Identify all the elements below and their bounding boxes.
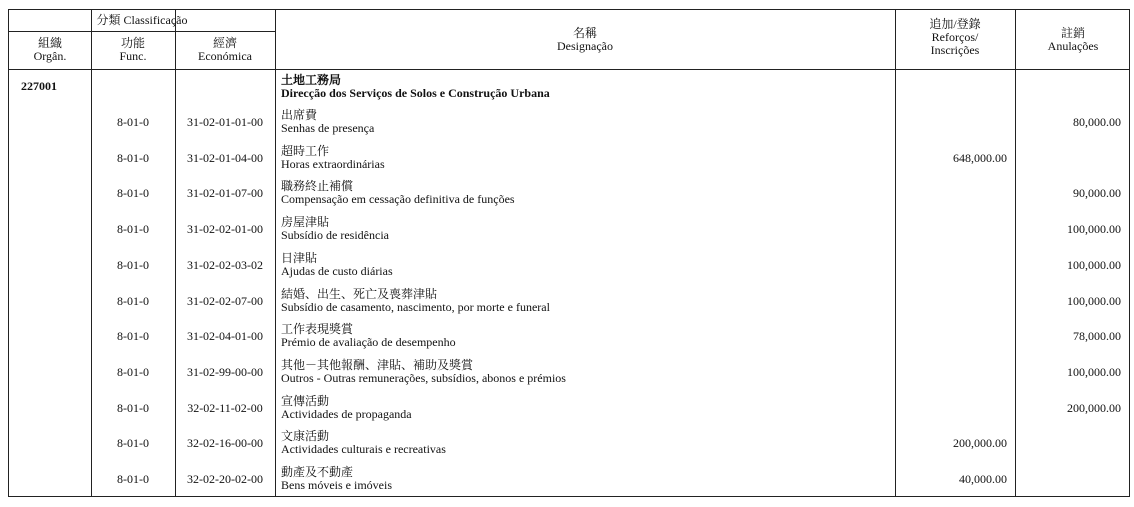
- column-divider: [275, 10, 276, 496]
- reforco-amount: 200,000.00: [953, 436, 1007, 451]
- designation-zh: 動產及不動產: [281, 465, 354, 479]
- designation: [281, 359, 566, 385]
- designation-pt: Subsídio de casamento, nascimento, por morte e funeral: [281, 299, 550, 314]
- organ-header: [9, 37, 91, 63]
- reforcos-header-pt1: Reforços/: [931, 30, 979, 44]
- header-divider: [9, 69, 1129, 70]
- designation-zh: 超時工作: [281, 143, 330, 158]
- anulacao-amount: 200,000.00: [1067, 400, 1121, 415]
- entity-designation: [281, 74, 550, 100]
- func-code: 8-01-0: [117, 436, 149, 451]
- econ-header-pt: Económica: [198, 49, 252, 63]
- func-code: 8-01-0: [117, 400, 149, 415]
- designation-header-pt: Designação: [557, 39, 613, 53]
- func-header-pt: Func.: [119, 49, 147, 63]
- designation-header: [275, 27, 895, 53]
- designation: [281, 430, 446, 456]
- econ-code: 31-02-02-07-00: [187, 293, 263, 308]
- reforcos-header-pt2: Inscrições: [930, 43, 980, 57]
- econ-code: 31-02-01-04-00: [187, 150, 263, 165]
- designation-zh: 其他－其他報酬、津貼、補助及獎賞: [281, 357, 474, 372]
- designation-zh: 文康活動: [281, 429, 330, 444]
- func-code: 8-01-0: [117, 472, 149, 486]
- func-header-zh: 功能: [120, 36, 145, 50]
- designation-pt: Actividades culturais e recreativas: [281, 442, 446, 457]
- classification-header: 分類 Classificação: [96, 13, 188, 27]
- anulacao-amount: 100,000.00: [1067, 293, 1121, 308]
- reforcos-header-zh: 追加/登錄: [929, 17, 981, 31]
- anulacao-amount: 100,000.00: [1067, 364, 1121, 379]
- econ-code: 32-02-16-00-00: [187, 436, 263, 451]
- organ-header-zh: 組織: [37, 36, 62, 50]
- designation-zh: 宣傳活動: [281, 393, 330, 408]
- entity-name-zh: 土地工務局: [281, 73, 342, 87]
- designation: [281, 395, 412, 421]
- designation-zh: 職務終止補償: [281, 179, 354, 194]
- econ-code: 31-02-01-01-00: [187, 115, 263, 129]
- anulacoes-header: [1015, 27, 1131, 53]
- anulacao-amount: 100,000.00: [1067, 257, 1121, 272]
- func-code: 8-01-0: [117, 150, 149, 165]
- designation-pt: Prémio de avaliação de desempenho: [281, 335, 456, 350]
- func-code: 8-01-0: [117, 186, 149, 201]
- func-code: 8-01-0: [117, 293, 149, 308]
- designation: [281, 466, 392, 492]
- organ-header-pt: Orgân.: [33, 49, 67, 63]
- designation: [281, 109, 374, 135]
- designation-pt: Compensação em cessação definitiva de funções: [281, 192, 515, 207]
- column-divider: [91, 10, 92, 496]
- anulacao-amount: 100,000.00: [1067, 222, 1121, 237]
- econ-header: [175, 37, 275, 63]
- organ-code: 227001: [21, 79, 57, 93]
- econ-code: 32-02-11-02-00: [187, 400, 263, 415]
- designation-header-zh: 名稱: [572, 26, 597, 40]
- designation: [281, 180, 515, 206]
- header-divider: [9, 31, 275, 32]
- anulacoes-header-pt: Anulações: [1047, 39, 1099, 53]
- func-code: 8-01-0: [117, 364, 149, 379]
- designation-zh: 工作表現獎賞: [281, 322, 354, 337]
- econ-code: 32-02-20-02-00: [187, 472, 263, 486]
- anulacao-amount: 90,000.00: [1073, 186, 1121, 201]
- func-code: 8-01-0: [117, 257, 149, 272]
- designation: [281, 252, 393, 278]
- designation-zh: 房屋津貼: [281, 215, 330, 230]
- designation: [281, 288, 550, 314]
- entity-name-pt: Direcção dos Serviços de Solos e Construção Urbana: [281, 86, 550, 100]
- econ-header-zh: 經濟: [212, 36, 237, 50]
- designation-zh: 結婚、出生、死亡及喪葬津貼: [281, 286, 438, 301]
- func-code: 8-01-0: [117, 222, 149, 237]
- column-divider: [895, 10, 896, 496]
- anulacao-amount: 78,000.00: [1073, 329, 1121, 344]
- reforco-amount: 40,000.00: [959, 472, 1007, 486]
- anulacao-amount: 80,000.00: [1073, 115, 1121, 129]
- func-header: [91, 37, 175, 63]
- designation: [281, 216, 389, 242]
- econ-code: 31-02-02-03-02: [187, 257, 263, 272]
- column-divider: [175, 10, 176, 496]
- designation-zh: 出席費: [281, 108, 318, 122]
- designation-pt: Senhas de presença: [281, 121, 375, 135]
- designation-pt: Outros - Outras remunerações, subsídios, abonos e prémios: [281, 370, 566, 385]
- reforcos-header: [895, 18, 1015, 57]
- func-code: 8-01-0: [117, 329, 149, 344]
- column-divider: [1015, 10, 1016, 496]
- econ-code: 31-02-02-01-00: [187, 222, 263, 237]
- budget-table: [8, 9, 1130, 497]
- designation: [281, 145, 385, 171]
- econ-code: 31-02-04-01-00: [187, 329, 263, 344]
- designation-pt: Bens móveis e imóveis: [281, 478, 392, 492]
- anulacoes-header-zh: 註銷: [1060, 26, 1085, 40]
- reforco-amount: 648,000.00: [953, 150, 1007, 165]
- econ-code: 31-02-01-07-00: [187, 186, 263, 201]
- designation-pt: Subsídio de residência: [281, 228, 389, 243]
- designation: [281, 323, 456, 349]
- designation-pt: Horas extraordinárias: [281, 156, 385, 171]
- econ-code: 31-02-99-00-00: [187, 364, 263, 379]
- designation-zh: 日津貼: [281, 250, 318, 265]
- designation-pt: Ajudas de custo diárias: [281, 263, 393, 278]
- designation-pt: Actividades de propaganda: [281, 406, 412, 421]
- func-code: 8-01-0: [117, 115, 149, 129]
